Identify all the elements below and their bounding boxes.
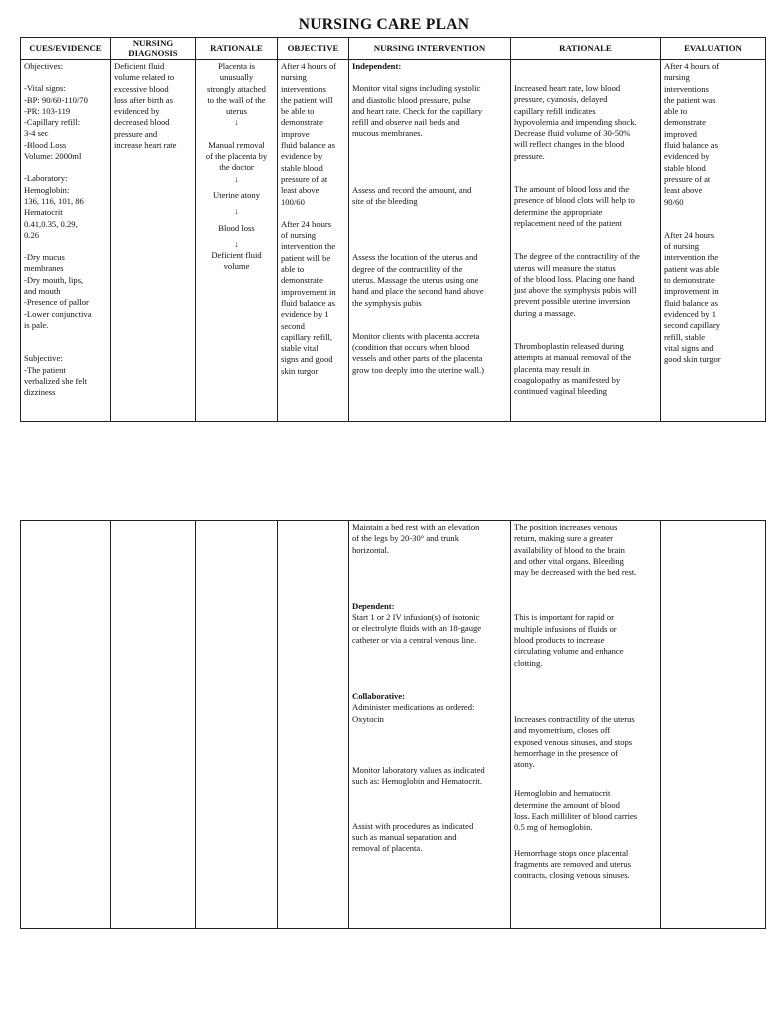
care-plan-table-page2 bbox=[20, 520, 766, 929]
objectives-label: Objectives: bbox=[24, 61, 64, 71]
intervention-4: Monitor clients with placenta accreta (condition that occurs when blood vessels and other parts of the placenta grow too deeply into the uterine wall.) bbox=[352, 330, 484, 375]
intervention-8: Monitor laboratory values as indicated such as: Hemoglobin and Hematocrit. bbox=[352, 764, 485, 787]
header-rationale: RATIONALE bbox=[196, 38, 278, 60]
rationale-4: Thromboplastin released during attempts at manual removal of the placenta may result in coagulopathy as manifested by continued vaginal bleeding bbox=[514, 341, 632, 397]
objective-cell bbox=[278, 60, 349, 422]
header-objective: OBJECTIVE bbox=[278, 38, 349, 60]
down-arrow-icon: ↓ bbox=[234, 206, 239, 217]
flow-step-5: Deficient fluid volume bbox=[211, 250, 262, 272]
empty-cell bbox=[278, 521, 349, 929]
rationale-3: The degree of the contractility of the uterus will measure the status of the blood loss. Placing one hand just above the symphysis pubis will prevent possible uterine inversion during a massage. bbox=[514, 251, 640, 318]
evaluation-cell bbox=[661, 60, 766, 422]
cues-cell bbox=[21, 60, 111, 422]
evaluation-2: After 24 hours of nursing intervention the patient was able to demonstrate improvement in fluid balance as evidenced by 1 second capillary refill, stable vital signs and good skin turgor bbox=[664, 229, 721, 365]
intervention-7: Administer medications as ordered: Oxytocin bbox=[352, 702, 475, 724]
intervention-9: Assist with procedures as indicated such as manual separation and removal of placenta. bbox=[352, 820, 474, 854]
flow-step-4: Blood loss bbox=[218, 222, 255, 233]
down-arrow-icon: ↓ bbox=[234, 238, 239, 249]
dependent-label: Dependent: bbox=[352, 600, 395, 611]
intervention-1: Monitor vital signs including systolic and diastolic blood pressure, pulse and heart rate. Check for the capillary refill and observe nail beds and mucous membranes. bbox=[352, 83, 483, 139]
rationale-flow-cell bbox=[196, 60, 278, 422]
intervention-rationale-cell bbox=[511, 60, 661, 422]
long-term-objective: After 24 hours of nursing intervention the patient will be able to demonstrate improvement in fluid balance as evidence by 1 second capillary refill, stable vital signs and good skin turgor bbox=[281, 218, 336, 376]
care-plan-table-page1 bbox=[20, 37, 766, 422]
header-cues: CUES/EVIDENCE bbox=[21, 38, 111, 60]
signs-text: -Dry mucus membranes -Dry mouth, lips, and mouth -Presence of pallor -Lower conjunctiva is pale. bbox=[24, 252, 92, 330]
independent-label: Independent: bbox=[352, 61, 402, 71]
header-rationale-2: RATIONALE bbox=[511, 38, 661, 60]
flow-step-1: Placenta is unusually strongly attached to the wall of the uterus bbox=[207, 61, 266, 117]
rationale-5: The position increases venous return, making sure a greater availability of blood to the brain and other vital organs. Bleeding may be decreased with the bed rest. bbox=[514, 522, 637, 578]
collaborative-label: Collaborative: bbox=[352, 691, 405, 702]
down-arrow-icon: ↓ bbox=[234, 117, 239, 128]
header-evaluation: EVALUATION bbox=[661, 38, 766, 60]
vital-signs-text: -Vital signs: -BP: 90/60-110/70 -PR: 103-119 -Capillary refill: 3-4 sec -Blood Loss Volume: 2000ml bbox=[24, 83, 88, 162]
header-diagnosis: NURSING DIAGNOSIS bbox=[111, 38, 196, 60]
empty-cell bbox=[111, 521, 196, 929]
header-intervention: NURSING INTERVENTION bbox=[349, 38, 511, 60]
empty-cell bbox=[661, 521, 766, 929]
rationale-1: Increased heart rate, low blood pressure, cyanosis, delayed capillary refill indicates hypovolemia and impending shock. Decrease fluid volume of 30-50% will reflect changes in the blood pressure. bbox=[514, 83, 637, 161]
intervention-6: Start 1 or 2 IV infusion(s) of isotonic or electrolyte fluids with an 18-gauge catheter or via a central venous line. bbox=[352, 612, 482, 645]
rationale-8: Hemoglobin and hematocrit determine the amount of blood loss. Each milliliter of blood carries 0.5 mg of hemoglobin. bbox=[514, 788, 638, 833]
table-row bbox=[21, 60, 766, 422]
down-arrow-icon: ↓ bbox=[234, 173, 239, 184]
rationale-2: The amount of blood loss and the presence of blood clots will help to determine the appropriate replacement need of the patient bbox=[514, 184, 635, 228]
empty-cell bbox=[196, 521, 278, 929]
intervention-5: Maintain a bed rest with an elevation of the legs by 20-30° and trunk horizontal. bbox=[352, 522, 480, 555]
rationale-7: Increases contractility of the uterus and myometrium, closes off exposed venous sinuses, and stops hemorrhage in the presence of atony. bbox=[514, 713, 635, 770]
intervention-cell bbox=[349, 60, 511, 422]
short-term-objective: After 4 hours of nursing interventions the patient will be able to demonstrate improve fluid balance as evidence by stable blood pressure of at least above 100/60 bbox=[281, 61, 337, 207]
header-row bbox=[21, 38, 766, 60]
intervention-3: Assess the location of the uterus and degree of the contractility of the uterus. Massage the uterus using one hand and place the second hand above the symphysis pubis bbox=[352, 252, 484, 308]
intervention-rationale-cell bbox=[511, 521, 661, 929]
laboratory-text: -Laboratory: Hemoglobin: 136, 116, 101, 86 Hematocrit 0.41,0.35, 0.29, 0.26 bbox=[24, 173, 84, 240]
page-title: NURSING CARE PLAN bbox=[298, 16, 470, 33]
diagnosis-text: Deficient fluid volume related to excessive blood loss after birth as evidenced by decreased blood pressure and increase heart rate bbox=[114, 61, 177, 151]
intervention-cell bbox=[349, 521, 511, 929]
flow-step-2: Manual removal of the placenta by the doctor bbox=[205, 139, 268, 173]
intervention-2: Assess and record the amount, and site of the bleeding bbox=[352, 184, 472, 207]
empty-cell bbox=[21, 521, 111, 929]
rationale-9: Hemorrhage stops once placental fragments are removed and uterus contracts, closing venous sinuses. bbox=[514, 847, 631, 881]
table-row bbox=[21, 521, 766, 929]
evaluation-1: After 4 hours of nursing interventions the patient was able to demonstrate improved fluid balance as evidenced by stable blood pressure of at least above 90/60 bbox=[664, 61, 720, 207]
diagnosis-cell bbox=[111, 60, 196, 422]
rationale-6: This is important for rapid or multiple infusions of fluids or blood products to increase circulating volume and enhance clotting. bbox=[514, 612, 624, 668]
flow-step-3: Uterine atony bbox=[212, 189, 260, 200]
subjective-text: Subjective: -The patient verbalized she felt dizziness bbox=[24, 353, 87, 398]
